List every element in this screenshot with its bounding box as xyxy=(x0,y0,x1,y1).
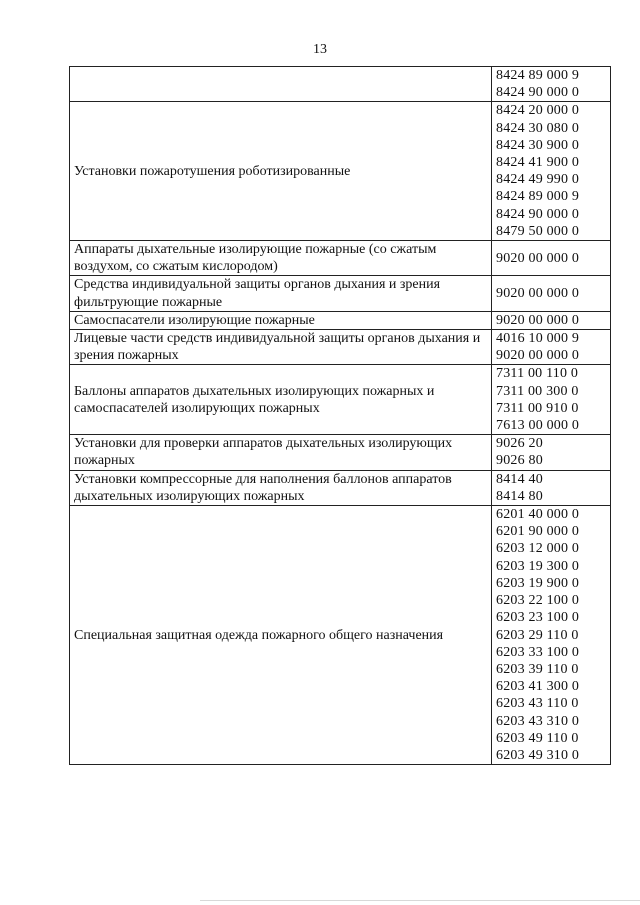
tn-ved-code: 8424 90 000 0 xyxy=(496,206,580,222)
table-row xyxy=(70,470,611,505)
tn-ved-code: 6201 40 000 0 xyxy=(496,507,580,523)
product-name-cell xyxy=(70,311,492,329)
tn-ved-code: 7311 00 110 0 xyxy=(496,366,579,382)
product-name-cell xyxy=(70,276,492,311)
tn-ved-code: 6203 33 100 0 xyxy=(496,644,580,660)
tn-ved-code: 9020 00 000 0 xyxy=(496,348,580,364)
tn-ved-codes-cell xyxy=(492,311,611,329)
product-codes-table xyxy=(69,66,611,765)
table-row xyxy=(70,102,611,241)
tn-ved-codes-cell xyxy=(492,365,611,435)
tn-ved-code: 6203 49 110 0 xyxy=(496,730,579,746)
product-name-cell xyxy=(70,67,492,102)
page-edge-divider xyxy=(200,900,640,901)
tn-ved-codes-cell xyxy=(492,276,611,311)
table-row xyxy=(70,330,611,365)
tn-ved-code: 8479 50 000 0 xyxy=(496,223,580,239)
product-name-cell xyxy=(70,506,492,765)
tn-ved-code: 9026 80 xyxy=(496,453,543,469)
product-name-cell xyxy=(70,241,492,276)
product-name: Установки пожаротушения роботизированные xyxy=(74,163,351,179)
tn-ved-code: 6201 90 000 0 xyxy=(496,524,580,540)
tn-ved-code: 6203 43 310 0 xyxy=(496,713,580,729)
product-name: Баллоны аппаратов дыхательных изолирующих пожарных и самоспасателей изолирующих пожарных xyxy=(74,383,435,416)
tn-ved-codes-cell xyxy=(492,470,611,505)
tn-ved-code: 8414 80 xyxy=(496,488,543,504)
tn-ved-code: 8424 89 000 9 xyxy=(496,68,580,83)
tn-ved-code: 6203 39 110 0 xyxy=(496,661,579,677)
tn-ved-code: 8424 20 000 0 xyxy=(496,103,580,119)
tn-ved-codes-cell xyxy=(492,102,611,241)
tn-ved-code: 6203 12 000 0 xyxy=(496,541,580,557)
tn-ved-code: 8424 30 080 0 xyxy=(496,120,580,136)
table-row xyxy=(70,241,611,276)
tn-ved-code: 8424 49 990 0 xyxy=(496,172,580,188)
tn-ved-code: 4016 10 000 9 xyxy=(496,331,580,347)
product-name: Аппараты дыхательные изолирующие пожарные (со сжатым воздухом, со сжатым кислородом) xyxy=(74,242,437,275)
tn-ved-code: 7613 00 000 0 xyxy=(496,418,580,434)
table-row xyxy=(70,365,611,435)
product-name: Установки компрессорные для наполнения баллонов аппаратов дыхательных изолирующих пожарных xyxy=(74,471,452,504)
table-row xyxy=(70,311,611,329)
table-body xyxy=(70,67,611,765)
tn-ved-code: 9020 00 000 0 xyxy=(496,250,580,266)
tn-ved-code: 6203 19 900 0 xyxy=(496,575,580,591)
product-name: Специальная защитная одежда пожарного общего назначения xyxy=(74,627,444,643)
tn-ved-code: 6203 43 110 0 xyxy=(496,696,579,712)
product-name: Средства индивидуальной защиты органов дыхания и зрения фильтрующие пожарные xyxy=(74,277,441,310)
tn-ved-code: 8424 30 900 0 xyxy=(496,137,580,153)
product-name: Установки для проверки аппаратов дыхательных изолирующих пожарных xyxy=(74,436,453,469)
product-name: Лицевые части средств индивидуальной защиты органов дыхания и зрения пожарных xyxy=(74,331,481,364)
product-name-cell xyxy=(70,470,492,505)
product-name-cell xyxy=(70,435,492,470)
table-row xyxy=(70,67,611,102)
tn-ved-code: 9026 20 xyxy=(496,436,543,452)
tn-ved-code: 8424 90 000 0 xyxy=(496,85,580,101)
tn-ved-code: 6203 22 100 0 xyxy=(496,593,580,609)
product-name-cell xyxy=(70,365,492,435)
tn-ved-code: 6203 19 300 0 xyxy=(496,558,580,574)
tn-ved-code: 6203 23 100 0 xyxy=(496,610,580,626)
tn-ved-codes-cell xyxy=(492,506,611,765)
tn-ved-code: 6203 29 110 0 xyxy=(496,627,579,643)
tn-ved-code: 9020 00 000 0 xyxy=(496,312,580,328)
product-name: Самоспасатели изолирующие пожарные xyxy=(74,312,315,328)
table-row xyxy=(70,435,611,470)
tn-ved-code: 6203 41 300 0 xyxy=(496,679,580,695)
tn-ved-codes-cell xyxy=(492,241,611,276)
tn-ved-code: 6203 49 310 0 xyxy=(496,747,580,763)
product-name-cell xyxy=(70,330,492,365)
tn-ved-code: 8424 41 900 0 xyxy=(496,155,580,171)
table-row xyxy=(70,506,611,765)
product-name-cell xyxy=(70,102,492,241)
tn-ved-code: 9020 00 000 0 xyxy=(496,286,580,302)
tn-ved-code: 7311 00 910 0 xyxy=(496,400,579,416)
page-number: 13 xyxy=(313,42,327,57)
tn-ved-codes-cell xyxy=(492,435,611,470)
tn-ved-code: 8414 40 xyxy=(496,471,543,487)
tn-ved-codes-cell xyxy=(492,330,611,365)
table-row xyxy=(70,276,611,311)
tn-ved-code: 8424 89 000 9 xyxy=(496,189,580,205)
tn-ved-code: 7311 00 300 0 xyxy=(496,383,579,399)
tn-ved-codes-cell xyxy=(492,67,611,102)
